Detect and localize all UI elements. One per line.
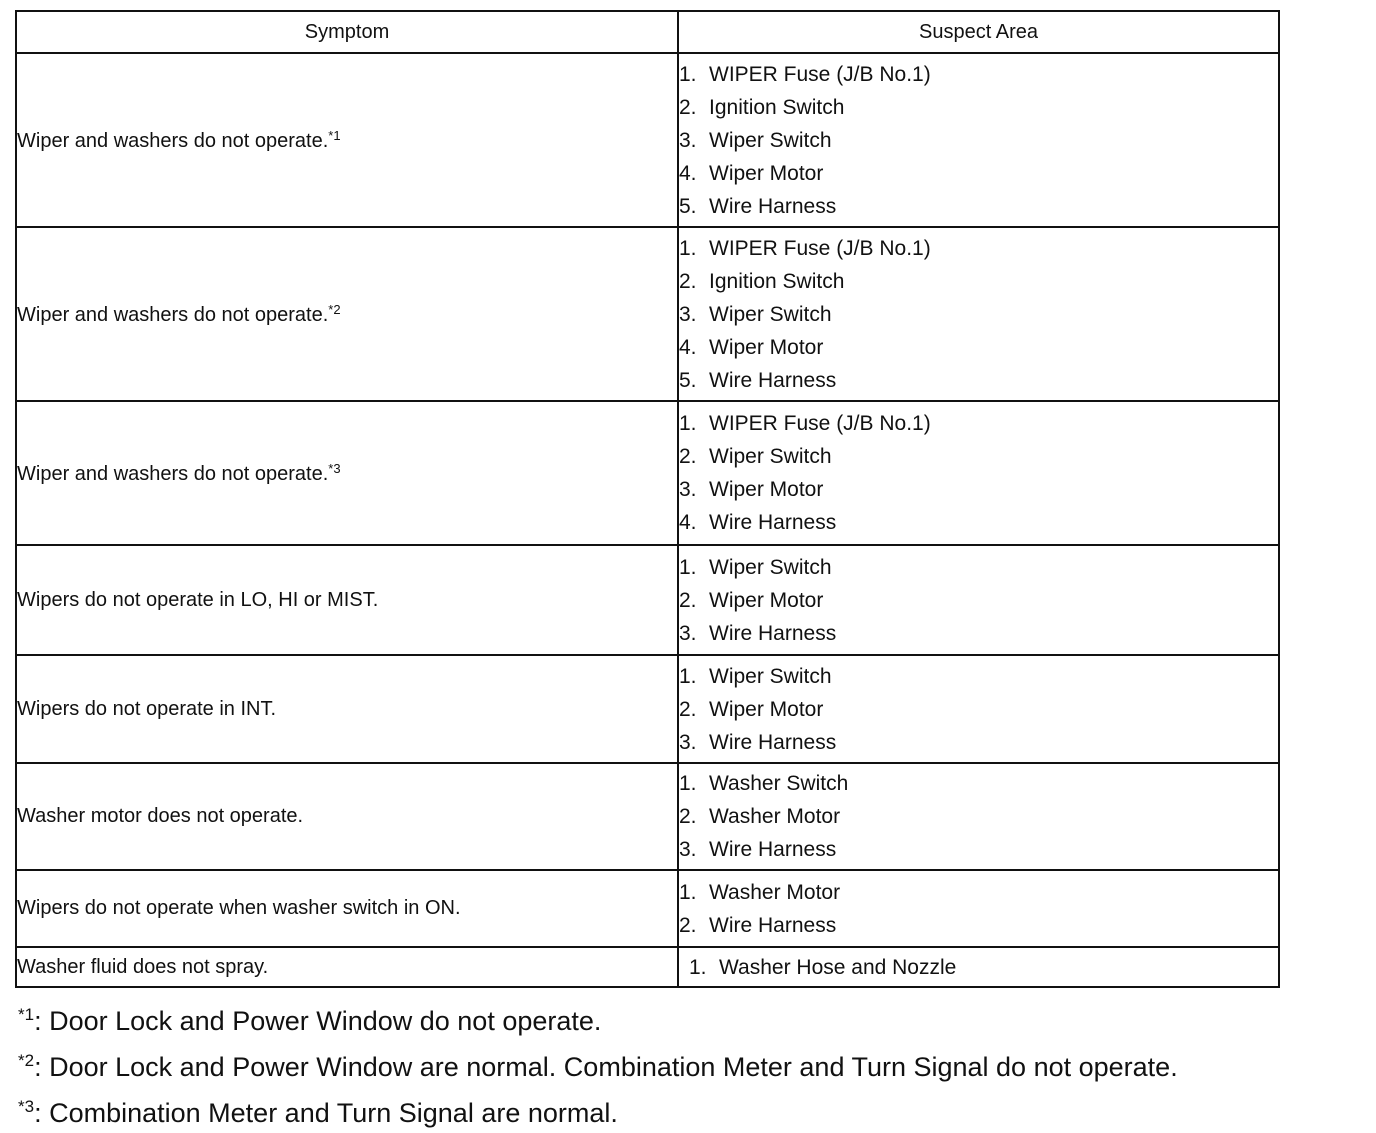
table-row — [16, 870, 1279, 947]
troubleshooting-table — [15, 10, 1280, 988]
item-number: 4. — [679, 335, 697, 359]
table-row — [16, 545, 1279, 655]
list-item — [679, 265, 1278, 298]
suspect-item-text: Wire Harness — [709, 913, 837, 937]
symptom-text: Washer fluid does not spray. — [17, 955, 269, 978]
symptom-cell — [16, 545, 678, 655]
suspect-item-text: Ignition Switch — [709, 269, 845, 293]
symptom-text: Wiper and washers do not operate. — [17, 462, 329, 485]
suspect-item-text: Wiper Switch — [709, 555, 832, 579]
list-item — [679, 190, 1278, 223]
suspect-area-cell — [678, 401, 1279, 545]
suspect-item-text: Wiper Switch — [709, 445, 832, 468]
list-item — [689, 951, 1278, 984]
symptom-text: Wiper and washers do not operate. — [17, 303, 329, 326]
footnote-mark: *3 — [328, 460, 341, 476]
suspect-area-cell — [678, 227, 1279, 401]
suspect-item-text: Wiper Motor — [709, 478, 824, 501]
suspect-item-text: Wire Harness — [709, 194, 837, 218]
item-number: 1. — [679, 62, 697, 86]
suspect-item-text: WIPER Fuse (J/B No.1) — [709, 62, 931, 86]
list-item — [679, 473, 1278, 506]
item-number: 2. — [679, 805, 697, 828]
symptom-cell — [16, 870, 678, 947]
footnote-text: : Door Lock and Power Window do not operate. — [34, 1006, 602, 1036]
suspect-area-header: Suspect Area — [678, 11, 1279, 53]
symptom-text: Wipers do not operate when washer switch in ON. — [17, 897, 461, 919]
footnote-mark: *1 — [328, 127, 341, 143]
list-item — [679, 364, 1278, 397]
list-item — [679, 909, 1278, 942]
list-item — [679, 407, 1278, 440]
table-header-row — [16, 11, 1279, 53]
footnote — [18, 1087, 1368, 1133]
list-item — [679, 726, 1278, 759]
table-row — [16, 53, 1279, 227]
footnote-text: : Combination Meter and Turn Signal are normal. — [34, 1098, 618, 1128]
footnote-mark: *2 — [18, 1051, 35, 1070]
item-number: 2. — [679, 588, 697, 612]
footnote-mark: *1 — [18, 1005, 35, 1024]
symptom-text: Wipers do not operate in LO, HI or MIST. — [17, 588, 379, 611]
symptom-text: Wipers do not operate in INT. — [17, 697, 277, 720]
suspect-item-text: Wiper Motor — [709, 335, 824, 359]
suspect-list — [679, 767, 1278, 866]
item-number: 4. — [679, 161, 697, 185]
suspect-area-cell — [678, 870, 1279, 947]
footnote-mark: *2 — [328, 301, 341, 317]
list-item — [679, 876, 1278, 909]
item-number: 5. — [679, 368, 697, 392]
suspect-item-text: WIPER Fuse (J/B No.1) — [709, 236, 931, 260]
list-item — [679, 767, 1278, 800]
suspect-area-cell — [678, 545, 1279, 655]
suspect-list — [689, 951, 1278, 984]
item-number: 1. — [679, 236, 697, 260]
suspect-area-cell — [678, 947, 1279, 987]
suspect-item-text: Wiper Motor — [709, 161, 824, 185]
suspect-item-text: Washer Motor — [709, 880, 841, 904]
footnote — [18, 1041, 1368, 1087]
suspect-list — [679, 660, 1278, 759]
footnote — [18, 995, 1368, 1041]
suspect-area-cell — [678, 763, 1279, 870]
suspect-area-cell — [678, 655, 1279, 763]
table-body — [16, 53, 1279, 987]
item-number: 2. — [679, 269, 697, 293]
list-item — [679, 440, 1278, 473]
suspect-item-text: Washer Hose and Nozzle — [719, 955, 957, 979]
symptom-cell — [16, 53, 678, 227]
symptom-cell — [16, 401, 678, 545]
list-item — [679, 660, 1278, 693]
item-number: 3. — [679, 838, 697, 861]
symptom-cell — [16, 227, 678, 401]
list-item — [679, 833, 1278, 866]
suspect-item-text: Ignition Switch — [709, 95, 845, 119]
list-item — [679, 124, 1278, 157]
suspect-item-text: Wire Harness — [709, 621, 837, 645]
item-number: 5. — [679, 194, 697, 218]
suspect-item-text: Wiper Switch — [709, 302, 832, 326]
table-row — [16, 655, 1279, 763]
suspect-item-text: Wiper Motor — [709, 697, 824, 721]
list-item — [679, 506, 1278, 539]
item-number: 1. — [679, 412, 697, 435]
list-item — [679, 91, 1278, 124]
suspect-list — [679, 58, 1278, 223]
symptom-text: Washer motor does not operate. — [17, 805, 304, 827]
item-number: 1. — [679, 664, 697, 688]
table-row — [16, 227, 1279, 401]
symptom-text: Wiper and washers do not operate. — [17, 129, 329, 152]
list-item — [679, 157, 1278, 190]
suspect-item-text: Wire Harness — [709, 838, 837, 861]
item-number: 2. — [679, 697, 697, 721]
item-number: 3. — [679, 621, 697, 645]
suspect-list — [679, 232, 1278, 397]
item-number: 1. — [689, 955, 707, 979]
list-item — [679, 584, 1278, 617]
suspect-item-text: WIPER Fuse (J/B No.1) — [709, 412, 931, 435]
list-item — [679, 232, 1278, 265]
suspect-item-text: Washer Switch — [709, 772, 849, 795]
list-item — [679, 298, 1278, 331]
table-row — [16, 401, 1279, 545]
list-item — [679, 693, 1278, 726]
item-number: 3. — [679, 478, 697, 501]
list-item — [679, 58, 1278, 91]
item-number: 1. — [679, 772, 697, 795]
suspect-item-text: Wiper Switch — [709, 128, 832, 152]
suspect-area-cell — [678, 53, 1279, 227]
list-item — [679, 800, 1278, 833]
symptom-header: Symptom — [16, 11, 678, 53]
item-number: 2. — [679, 445, 697, 468]
item-number: 2. — [679, 95, 697, 119]
symptom-cell — [16, 763, 678, 870]
suspect-item-text: Wiper Motor — [709, 588, 824, 612]
suspect-list — [679, 876, 1278, 942]
list-item — [679, 617, 1278, 650]
footnotes — [18, 995, 1368, 1133]
footnote-mark: *3 — [18, 1097, 35, 1116]
suspect-list — [679, 551, 1278, 650]
suspect-item-text: Wire Harness — [709, 511, 837, 534]
suspect-item-text: Washer Motor — [709, 805, 841, 828]
suspect-item-text: Wire Harness — [709, 368, 837, 392]
suspect-list — [679, 407, 1278, 539]
suspect-item-text: Wiper Switch — [709, 664, 832, 688]
item-number: 3. — [679, 128, 697, 152]
item-number: 4. — [679, 511, 697, 534]
symptom-cell — [16, 947, 678, 987]
footnote-text: : Door Lock and Power Window are normal. Combination Meter and Turn Signal do not operate. — [34, 1052, 1178, 1082]
symptom-cell — [16, 655, 678, 763]
item-number: 3. — [679, 730, 697, 754]
suspect-item-text: Wire Harness — [709, 730, 837, 754]
item-number: 3. — [679, 302, 697, 326]
list-item — [679, 551, 1278, 584]
table-row — [16, 947, 1279, 987]
list-item — [679, 331, 1278, 364]
table-row — [16, 763, 1279, 870]
item-number: 2. — [679, 913, 697, 937]
item-number: 1. — [679, 880, 697, 904]
item-number: 1. — [679, 555, 697, 579]
